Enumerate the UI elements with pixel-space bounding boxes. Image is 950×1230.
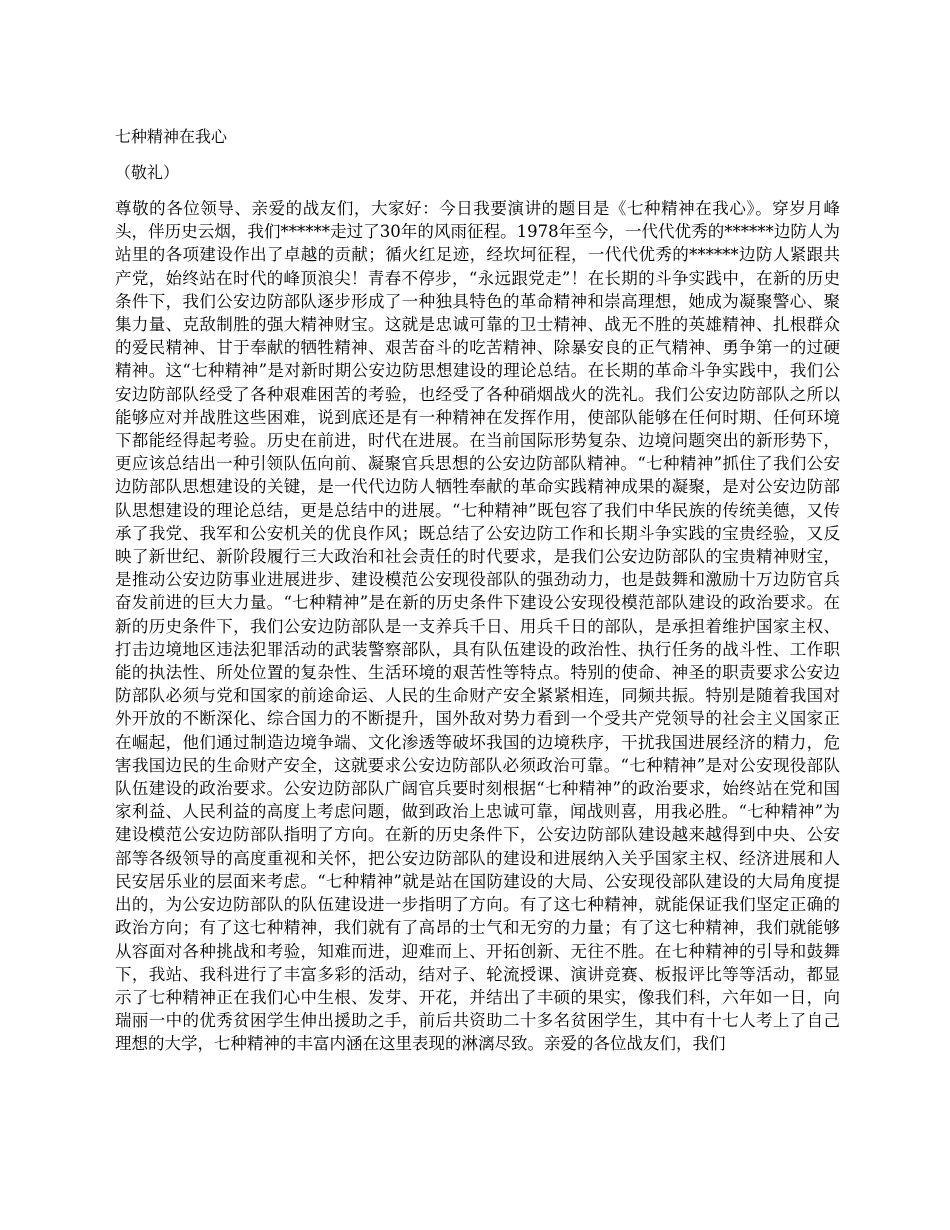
- document-body-paragraph: 尊敬的各位领导、亲爱的战友们，大家好：今日我要演讲的题目是《七种精神在我心》。穿岁月峰头，伴历史云烟，我们******走过了30年的风雨征程。1978年至今，一代代优秀的******边防人为站里的各项建设作出了卓越的贡献；循火红足迹，经坎坷征程，一代代优秀的******边防人紧跟共产党，始终站在时代的峰顶浪尖！青春不停步，“永远跟党走”！在长期的斗争实践中，在新的历史条件下，我们公安边防部队逐步形成了一种独具特色的革命精神和崇高理想，她成为凝聚警心、聚集力量、克敌制胜的强大精神财宝。这就是忠诚可靠的卫士精神、战无不胜的英雄精神、扎根群众的爱民精神、甘于奉献的牺牲精神、艰苦奋斗的吃苦精神、除暴安良的正气精神、勇争第一的过硬精神。这“七种精神”是对新时期公安边防思想建设的理论总结。在长期的革命斗争实践中，我们公安边防部队经受了各种艰难困苦的考验，也经受了各种硝烟战火的洗礼。我们公安边防部队之所以能够应对并战胜这些困难，说到底还是有一种精神在发挥作用，使部队能够在任何时期、任何环境下都能经得起考验。历史在前进，时代在进展。在当前国际形势复杂、边境问题突出的新形势下，更应该总结出一种引领队伍向前、凝聚官兵思想的公安边防部队精神。“七种精神”抓住了我们公安边防部队思想建设的关键，是一代代边防人牺牲奉献的革命实践精神成果的凝聚，是对公安边防部队思想建设的理论总结，更是总结中的进展。“七种精神”既包容了我们中华民族的传统美德，又传承了我党、我军和公安机关的优良作风；既总结了公安边防工作和长期斗争实践的宝贵经验，又反映了新世纪、新阶段履行三大政治和社会责任的时代要求，是我们公安边防部队的宝贵精神财宝，是推动公安边防事业进展进步、建设模范公安现役部队的强劲动力，也是鼓舞和激励十万边防官兵奋发前进的巨大力量。“七种精神”是在新的历史条件下建设公安现役模范部队建设的政治要求。在新的历史条件下，我们公安边防部队是一支养兵千日、用兵千日的部队，是承担着维护国家主权、打击边境地区违法犯罪活动的武装警察部队，具有队伍建设的政治性、执行任务的战斗性、工作职能的执法性、所处位置的复杂性、生活环境的艰苦性等特点。特别的使命、神圣的职责要求公安边防部队必须与党和国家的前途命运、人民的生命财产安全紧紧相连，同频共振。特别是随着我国对外开放的不断深化、综合国力的不断提升，国外敌对势力看到一个受共产党领导的社会主义国家正在崛起，他们通过制造边境争端、文化渗透等破坏我国的边境秩序，干扰我国进展经济的精力，危害我国边民的生命财产安全，这就要求公安边防部队必须政治可靠。“七种精神”是对公安现役部队队伍建设的政治要求。公安边防部队广阔官兵要时刻根据“七种精神”的政治要求，始终站在党和国家利益、人民利益的高度上考虑问题，做到政治上忠诚可靠，闻战则喜，用我必胜。“七种精神”为建设模范公安边防部队指明了方向。在新的历史条件下，公安边防部队建设越来越得到中央、公安部等各级领导的高度重视和关怀，把公安边防部队的建设和进展纳入关乎国家主权、经济进展和人民安居乐业的层面来考虑。“七种精神”就是站在国防建设的大局、公安现役部队建设的大局角度提出的，为公安边防部队的队伍建设进一步指明了方向。有了这七种精神，就能保证我们坚定正确的政治方向；有了这七种精神，我们就有了高昂的士气和无穷的力量；有了这七种精神，我们就能够从容面对各种挑战和考验，知难而进，迎难而上、开拓创新、无往不胜。在七种精神的引导和鼓舞下，我站、我科进行了丰富多彩的活动，结对子、轮流授课、演讲竞赛、板报评比等等活动，都显示了七种精神正在我们心中生根、发芽、开花，并结出了丰硕的果实，像我们科，六年如一日，向瑞丽一中的优秀贫困学生伸出援助之手，前后共资助二十多名贫困学生，其中有十七人考上了自己理想的大学，七种精神的丰富内涵在这里表现的淋漓尽致。亲爱的各位战友们，我们: [115, 199, 840, 1054]
- document-subtitle: （敬礼）: [115, 163, 180, 182]
- document-title: 七种精神在我心: [115, 127, 228, 146]
- document-content: [115, 123, 840, 1200]
